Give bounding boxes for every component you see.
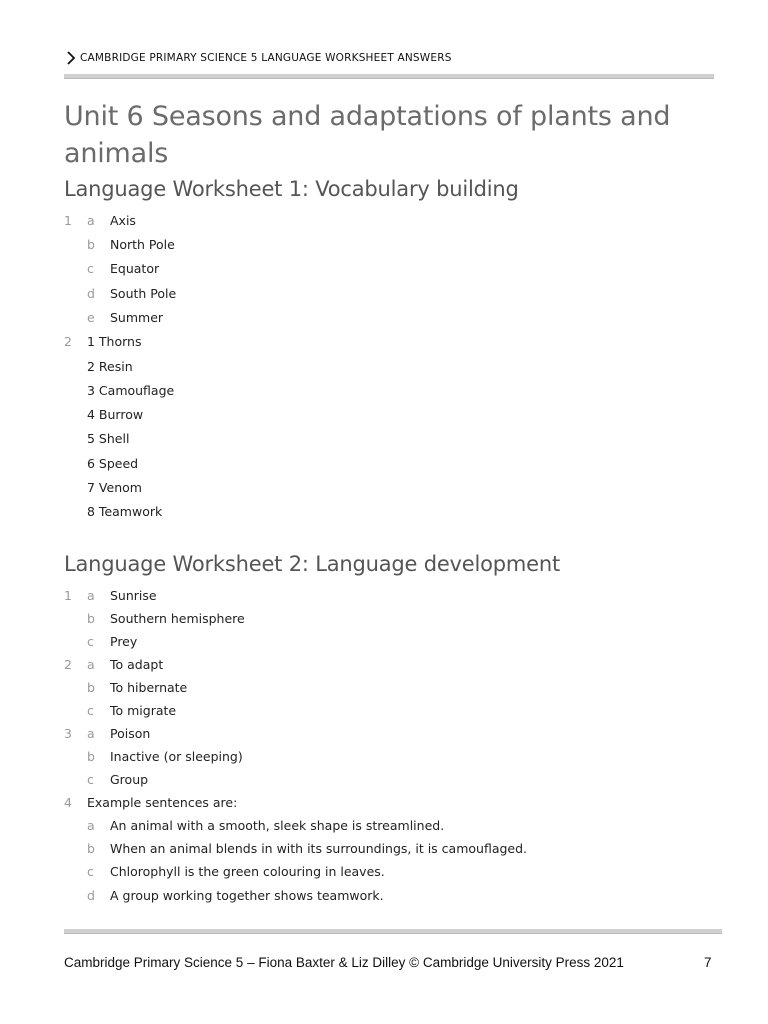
- answer-text: 5 Shell: [87, 431, 130, 446]
- answer-letter: b: [87, 841, 95, 856]
- question-intro: Example sentences are:: [87, 795, 238, 810]
- answer-text: Inactive (or sleeping): [110, 749, 243, 764]
- answer-letter: a: [87, 657, 95, 672]
- answer-text: 8 Teamwork: [87, 504, 163, 519]
- answer-text: When an animal blends in with its surroundings, it is camouflaged.: [110, 841, 528, 856]
- answer-letter: b: [87, 749, 95, 764]
- footer-rule: [64, 929, 722, 934]
- answer-text: Axis: [110, 213, 136, 228]
- answer-letter: b: [87, 611, 95, 626]
- header-rule: [64, 74, 714, 79]
- question-number: 1: [64, 213, 72, 228]
- answer-text: Poison: [110, 726, 151, 741]
- answer-text: North Pole: [110, 237, 175, 252]
- footer-text: Cambridge Primary Science 5 – Fiona Baxter & Liz Dilley © Cambridge University Press 2021: [64, 955, 624, 970]
- answer-text: A group working together shows teamwork.: [110, 888, 384, 903]
- answer-letter: e: [87, 310, 95, 325]
- chevron-right-icon: [66, 50, 76, 66]
- header-text: CAMBRIDGE PRIMARY SCIENCE 5 LANGUAGE WORKSHEET ANSWERS: [80, 52, 452, 64]
- answer-text: An animal with a smooth, sleek shape is streamlined.: [110, 818, 445, 833]
- answer-text: Prey: [110, 634, 138, 649]
- answer-text: Summer: [110, 310, 164, 325]
- question-number: 1: [64, 588, 72, 603]
- answer-letter: a: [87, 818, 95, 833]
- worksheet-1-title: Language Worksheet 1: Vocabulary building: [64, 177, 519, 201]
- answer-letter: c: [87, 261, 94, 276]
- answer-text: 6 Speed: [87, 456, 139, 471]
- answer-text: South Pole: [110, 286, 177, 301]
- answer-letter: c: [87, 772, 94, 787]
- answer-letter: a: [87, 588, 95, 603]
- answer-text: 7 Venom: [87, 480, 142, 495]
- answer-text: Southern hemisphere: [110, 611, 245, 626]
- answer-text: 2 Resin: [87, 359, 133, 374]
- answer-text: Chlorophyll is the green colouring in leaves.: [110, 864, 385, 879]
- question-number: 2: [64, 334, 72, 349]
- answer-text: 4 Burrow: [87, 407, 144, 422]
- answer-letter: b: [87, 237, 95, 252]
- answer-text: Sunrise: [110, 588, 157, 603]
- answer-letter: c: [87, 864, 94, 879]
- answer-letter: d: [87, 286, 95, 301]
- answer-letter: b: [87, 680, 95, 695]
- answer-letter: a: [87, 726, 95, 741]
- answer-text: 1 Thorns: [87, 334, 142, 349]
- answer-letter: d: [87, 888, 95, 903]
- worksheet-2-title: Language Worksheet 2: Language development: [64, 552, 561, 576]
- answer-text: Equator: [110, 261, 160, 276]
- answer-letter: a: [87, 213, 95, 228]
- page-number: 7: [704, 955, 712, 970]
- answer-text: 3 Camouflage: [87, 383, 175, 398]
- unit-title: Unit 6 Seasons and adaptations of plants and animals: [64, 101, 671, 169]
- question-number: 2: [64, 657, 72, 672]
- question-number: 4: [64, 795, 72, 810]
- answer-text: To migrate: [110, 703, 177, 718]
- answer-text: To adapt: [110, 657, 164, 672]
- answer-text: Group: [110, 772, 149, 787]
- answer-letter: c: [87, 634, 94, 649]
- answer-letter: c: [87, 703, 94, 718]
- running-header: [66, 50, 452, 66]
- question-number: 3: [64, 726, 72, 741]
- answer-text: To hibernate: [110, 680, 188, 695]
